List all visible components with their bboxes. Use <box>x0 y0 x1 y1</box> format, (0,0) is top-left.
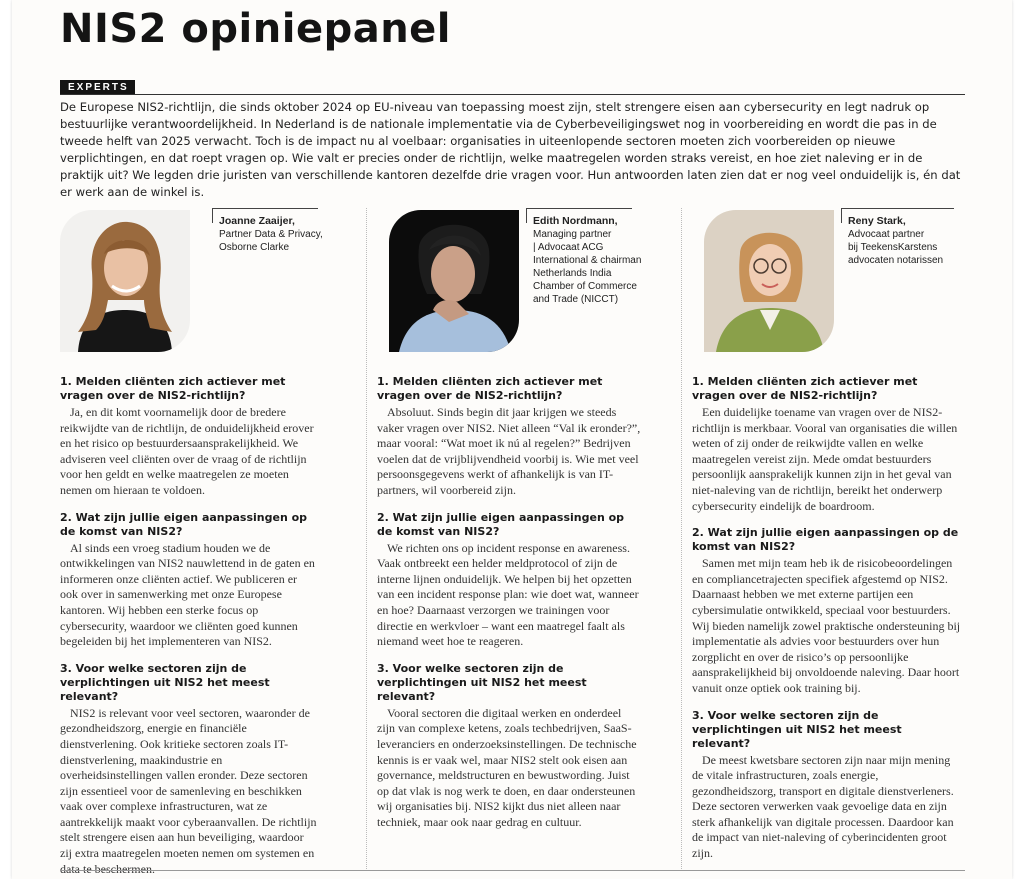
expert-role-line: Managing partner <box>533 229 612 240</box>
portrait-joanne-zaaijer <box>60 210 190 352</box>
question-heading: 1. Melden cliënten zich actiever met vragen over de NIS2-richtlijn? <box>60 375 286 402</box>
expert-name: Joanne Zaaijer, <box>219 215 295 227</box>
section-rule <box>60 94 965 95</box>
expert-role-line: Partner Data & Privacy, <box>219 229 323 240</box>
answer-text: Vooral sectoren die digitaal werken en onderdeel zijn van complexe ketens, zoals techbedrijven, SaaS-leveranciers en onderzoeksinstellingen. De technische kennis is er vaak wel, maar NIS2 stelt ook eisen aan governance, meldstructuren en bewustwording. Juist op dat vlak is nog werk te doen, en daar ondersteunen wij organisaties bij. NIS2 kijkt dus niet alleen naar techniek, maar ook naar gedrag en cultuur. <box>377 705 637 829</box>
expert-role-line: and Trade (NICCT) <box>533 294 619 305</box>
expert-role-line: Osborne Clarke <box>219 242 290 253</box>
expert-role-line: International & chairman <box>533 255 642 266</box>
answer-text: De meest kwetsbare sectoren zijn naar mijn mening de vitale infrastructuren, zoals energie, gezondheidszorg, transport en digitale dienstverleners. Deze sectoren verwerken vaak gevoelige data en zijn sterk afhankelijk van digitale processen. Daardoor kan de impact van niet-naleving of cyberincidenten groot zijn. <box>692 752 954 861</box>
question-heading: 3. Voor welke sectoren zijn de verplichtingen uit NIS2 het meest relevant? <box>60 661 270 703</box>
page-title: NIS2 opiniepanel <box>60 6 452 52</box>
question-heading: 3. Voor welke sectoren zijn de verplichtingen uit NIS2 het meest relevant? <box>377 661 587 703</box>
question-heading: 1. Melden cliënten zich actiever met vragen over de NIS2-richtlijn? <box>377 375 603 402</box>
question-heading: 1. Melden cliënten zich actiever met vragen over de NIS2-richtlijn? <box>692 375 918 402</box>
caption-edith-nordmann <box>533 215 663 306</box>
magazine-page <box>12 0 1012 879</box>
caption-joanne-zaaijer <box>219 215 349 254</box>
intro-paragraph: De Europese NIS2-richtlijn, die sinds oktober 2024 op EU-niveau van toepassing moest zijn, stelt strengere eisen aan cybersecurity en legt nadruk op bestuurlijke verantwoordelijkheid. In Nederland is de nationale implementatie via de Cyberbeveiligingswet nog in voorbereiding en wordt die pas in de tweede helft van 2025 verwacht. Toch is de impact nu al voelbaar: organisaties in uiteenlopende sectoren moeten zich voorbereiden op nieuwe verplichtingen, en dat roept vragen op. Wie valt er precies onder de richtlijn, welke maatregelen worden straks vereist, en hoe ziet naleving er in de praktijk uit? We legden drie juristen van verschillende kantoren dezelfde drie vragen voor. Hun antwoorden laten zien dat er nog veel onduidelijk is, én dat er werk aan de winkel is. <box>60 100 961 199</box>
question-heading: 2. Wat zijn jullie eigen aanpassingen op de komst van NIS2? <box>692 526 959 554</box>
section-badge: EXPERTS <box>60 80 135 94</box>
column-divider <box>366 208 367 869</box>
column-divider <box>681 208 682 869</box>
answer-text: Absoluut. Sinds begin dit jaar krijgen we steeds vaker vragen over NIS2. Niet alleen “Val ik eronder?”, maar vooral: “Wat moet ik nú al regelen?” Bedrijven voelen dat de vrijblijvendheid voorbij is. Wie met veel persoonsgegevens werkt of afhankelijk is van IT-partners, wil voorbereid zijn. <box>377 405 641 497</box>
expert-role-line: bij TeekensKarstens <box>848 242 938 253</box>
answers-column-joanne <box>60 375 318 879</box>
caption-reny-stark <box>848 215 978 267</box>
expert-name: Edith Nordmann, <box>533 215 618 227</box>
expert-role-line: advocaten notarissen <box>848 255 944 266</box>
expert-role-line: Advocaat partner <box>848 229 925 240</box>
answer-text: Ja, en dit komt voornamelijk door de bredere reikwijdte van de richtlijn, de onduidelijkheid erover en het risico op bestuurdersaansprakelijkheid. We adviseren veel cliënten over de vraag of de richtlijn voor hen geldt en welke maatregelen ze moeten nemen om hieraan te voldoen. <box>60 405 314 497</box>
portrait-reny-stark <box>704 210 834 352</box>
answer-text: Samen met mijn team heb ik de risicobeoordelingen en compliancetrajecten specifiek afgestemd op NIS2. Daarnaast hebben we met externe partijen een cybersimulatie ontwikkeld, speciaal voor bestuurders. Wij bieden namelijk zowel praktische ondersteuning bij implementatie als advies voor bestuurders over hun zorgplicht en over de risico’s op persoonlijke aansprakelijkheid bij onvoldoende naleving. Daar hoort vanuit onze optiek ook training bij. <box>692 556 961 695</box>
answers-column-reny <box>692 375 962 874</box>
expert-role-line: Chamber of Commerce <box>533 281 637 292</box>
expert-name: Reny Stark, <box>848 215 906 227</box>
expert-role-line: | Advocaat ACG <box>533 242 604 253</box>
question-heading: 2. Wat zijn jullie eigen aanpassingen op de komst van NIS2? <box>60 510 308 538</box>
portrait-edith-nordmann <box>389 210 519 352</box>
answer-text: NIS2 is relevant voor veel sectoren, waaronder de gezondheidszorg, energie en financiële dienstverlening. Ook kritieke sectoren zoals IT-dienstverlening, maakindustrie en overheidsinstellingen vallen eronder. Deze sectoren zijn essentieel voor de samenleving en beschikken vaak over complexe infrastructuren, wat ze aantrekkelijk maakt voor cyberaanvallen. De richtlijn stelt strengere eisen aan hun beveiliging, waardoor zij extra maatregelen moeten nemen om systemen en data te beschermen. <box>60 705 317 876</box>
bottom-rule <box>60 870 965 871</box>
answers-column-edith <box>377 375 642 842</box>
question-heading: 2. Wat zijn jullie eigen aanpassingen op de komst van NIS2? <box>377 510 625 538</box>
answer-text: Al sinds een vroeg stadium houden we de ontwikkelingen van NIS2 nauwlettend in de gaten en informeren onze cliënten actief. We publiceren er ook over in samenwerking met onze Europese kantoren. Wij hebben een sterke focus op cybersecurity, waardoor we cliënten goed kunnen begeleiden bij het implementeren van NIS2. <box>60 540 315 649</box>
answer-text: Een duidelijke toename van vragen over de NIS2-richtlijn is merkbaar. Vooral van organisaties die willen weten of zij onder de reikwijdte vallen en welke maatregelen vereist zijn. Mede omdat bestuurders persoonlijk aansprakelijk kunnen zijn in het geval van niet-naleving van de richtlijn, bereikt het onderwerp cybersecurity eindelijk de boardroom. <box>692 405 958 513</box>
expert-role-line: Netherlands India <box>533 268 612 279</box>
answer-text: We richten ons op incident response en awareness. Vaak ontbreekt een helder meldprotocol of zijn de interne lijnen onduidelijk. We helpen bij het opzetten van een incident response plan: wie doet wat, wanneer en hoe? Daarnaast verzorgen we trainingen voor directie en werkvloer – want een maatregel faalt als niemand weet hoe te reageren. <box>377 540 639 649</box>
question-heading: 3. Voor welke sectoren zijn de verplichtingen uit NIS2 het meest relevant? <box>692 708 902 750</box>
